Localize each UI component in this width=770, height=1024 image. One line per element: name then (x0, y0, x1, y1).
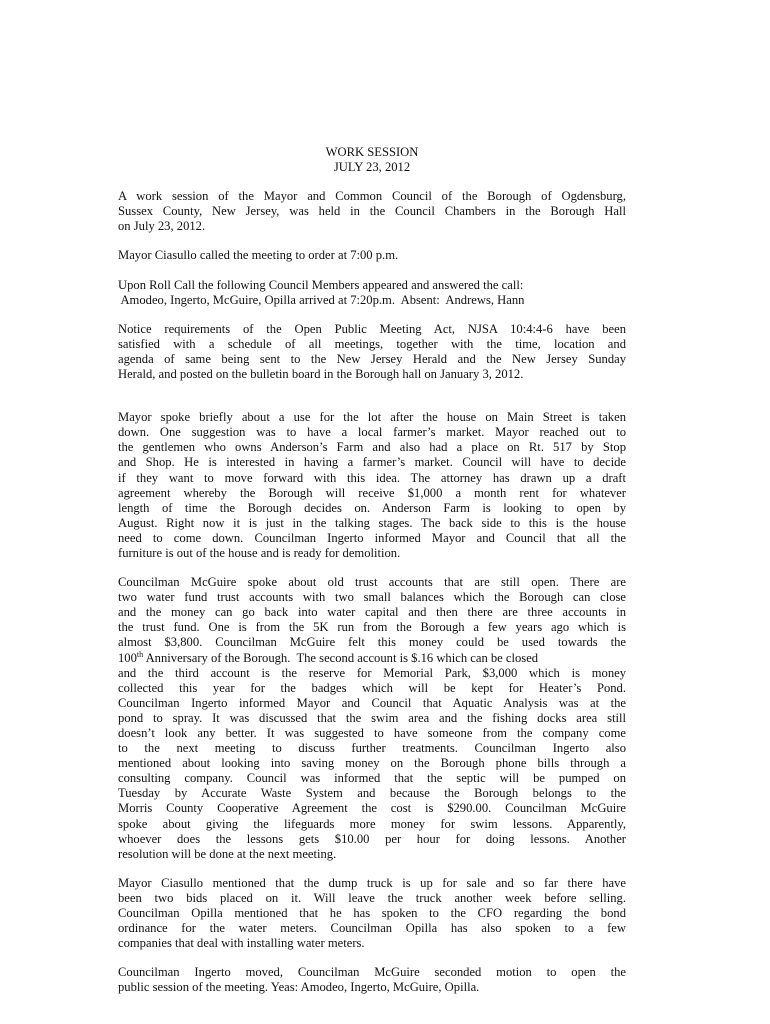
text-line: on July 23, 2012. (118, 219, 206, 234)
text-line: Mayor spoke briefly about a use for the lot after the house on Main Street is taken (118, 410, 626, 425)
text-line: consulting company. Council was informed that the septic will be pumped on (118, 771, 626, 786)
text-line: and Shop. He is interested in having a farmer’s market. Council will have to decide (118, 455, 626, 470)
document-page (118, 145, 626, 996)
text-line: collected this year for the badges which will be kept for Heater’s Pond. (118, 680, 626, 695)
paragraph-dump-truck (118, 876, 626, 951)
text-line: two water fund trust accounts with two small balances which the Borough can close (118, 590, 626, 605)
text-line: and the third account is the reserve for Memorial Park, $3,000 which is money (118, 665, 626, 680)
paragraph-main-street-lot (118, 410, 626, 561)
text-line: spoke about giving the lifeguards more money for swim lessons. Apparently, (118, 816, 626, 831)
title-line-1: WORK SESSION (325, 145, 419, 159)
text-line: Herald, and posted on the bulletin board in the Borough hall on January 3, 2012. (118, 367, 524, 382)
text-line: Amodeo, Ingerto, McGuire, Opilla arrived at 7:20p.m. Absent: Andrews, Hann (118, 292, 525, 307)
text-line: length of time the Borough decides on. Anderson Farm is looking to open by (118, 500, 626, 515)
text-line: been two bids placed on it. Will leave the truck another week before selling. (118, 890, 626, 905)
text-line: Mayor Ciasullo called the meeting to order at 7:00 p.m. (118, 248, 399, 263)
paragraph-trust-accounts (118, 575, 626, 862)
text-line: August. Right now it is just in the talking stages. The back side to this is the house (118, 515, 626, 530)
text-line: agreement whereby the Borough will receive $1,000 a month rent for whatever (118, 485, 626, 500)
text-line: public session of the meeting. Yeas: Amodeo, Ingerto, McGuire, Opilla. (118, 980, 480, 995)
text-line: Councilman McGuire spoke about old trust accounts that are still open. There are (118, 575, 626, 590)
paragraph-intro (118, 189, 626, 234)
text-line: mentioned about looking into saving money on the Borough phone bills through a (118, 756, 626, 771)
text-line: pond to spray. It was discussed that the swim area and the fishing docks area still (118, 710, 626, 725)
text-line: the gentlemen who owns Anderson’s Farm and also had a place on Rt. 517 by Stop (118, 440, 626, 455)
paragraph-roll-call (118, 278, 626, 308)
text-line: Councilman Opilla mentioned that he has spoken to the CFO regarding the bond (118, 906, 626, 921)
text-line: Morris County Cooperative Agreement the cost is $290.00. Councilman McGuire (118, 801, 626, 816)
text-line: the trust fund. One is from the 5K run from the Borough a few years ago which is (118, 620, 626, 635)
text-line: agenda of same being sent to the New Jersey Herald and the New Jersey Sunday (118, 351, 626, 366)
text-line: Councilman Ingerto informed Mayor and Council that Aquatic Analysis was at the (118, 695, 626, 710)
text-line: satisfied with a schedule of all meetings, together with the time, location and (118, 336, 626, 351)
ordinal-suffix: th (136, 649, 144, 659)
paragraph-motion (118, 965, 626, 995)
title-line-2: JULY 23, 2012 (333, 160, 411, 175)
text-line: A work session of the Mayor and Common Council of the Borough of Ogdensburg, (118, 189, 626, 204)
text-line: Upon Roll Call the following Council Members appeared and answered the call: (118, 277, 524, 292)
paragraph-notice (118, 322, 626, 382)
text-line: almost $3,800. Councilman McGuire felt this money could be used towards the (118, 635, 626, 650)
text-line: down. One suggestion was to have a local farmer’s market. Mayor reached out to (118, 425, 626, 440)
text-line: Tuesday by Accurate Waste System and because the Borough belongs to the (118, 786, 626, 801)
text-line: Councilman Ingerto moved, Councilman McGuire seconded motion to open the (118, 965, 626, 980)
text-line-with-superscript (118, 651, 626, 666)
text-line: ordinance for the water meters. Councilman Opilla has also spoken to a few (118, 921, 626, 936)
text-line: if they want to move forward with this idea. The attorney has drawn up a draft (118, 470, 626, 485)
ordinal-number: 100 (118, 650, 137, 665)
text-line: companies that deal with installing water meters. (118, 936, 365, 951)
text-line: Mayor Ciasullo mentioned that the dump truck is up for sale and so far there have (118, 875, 626, 890)
text-line: whoever does the lessons gets $10.00 per hour for doing lessons. Another (118, 831, 626, 846)
text-line: Notice requirements of the Open Public Meeting Act, NJSA 10:4:4-6 have been (118, 321, 626, 336)
text-line: Sussex County, New Jersey, was held in the Council Chambers in the Borough Hall (118, 204, 626, 219)
text-line: and the money can go back into water capital and then there are three accounts in (118, 605, 626, 620)
text-line: doesn’t look any better. It was suggested to have someone from the company come (118, 726, 626, 740)
text-line: need to come down. Councilman Ingerto informed Mayor and Council that all the (118, 530, 626, 545)
paragraph-call-to-order (118, 248, 626, 263)
text-line: resolution will be done at the next meeting. (118, 846, 337, 861)
document-title (118, 145, 626, 175)
text-line: to the next meeting to discuss further treatments. Councilman Ingerto also (118, 741, 626, 756)
text-fragment: Anniversary of the Borough. The second account is $.16 which can be closed (143, 650, 539, 665)
text-line: furniture is out of the house and is ready for demolition. (118, 545, 401, 560)
